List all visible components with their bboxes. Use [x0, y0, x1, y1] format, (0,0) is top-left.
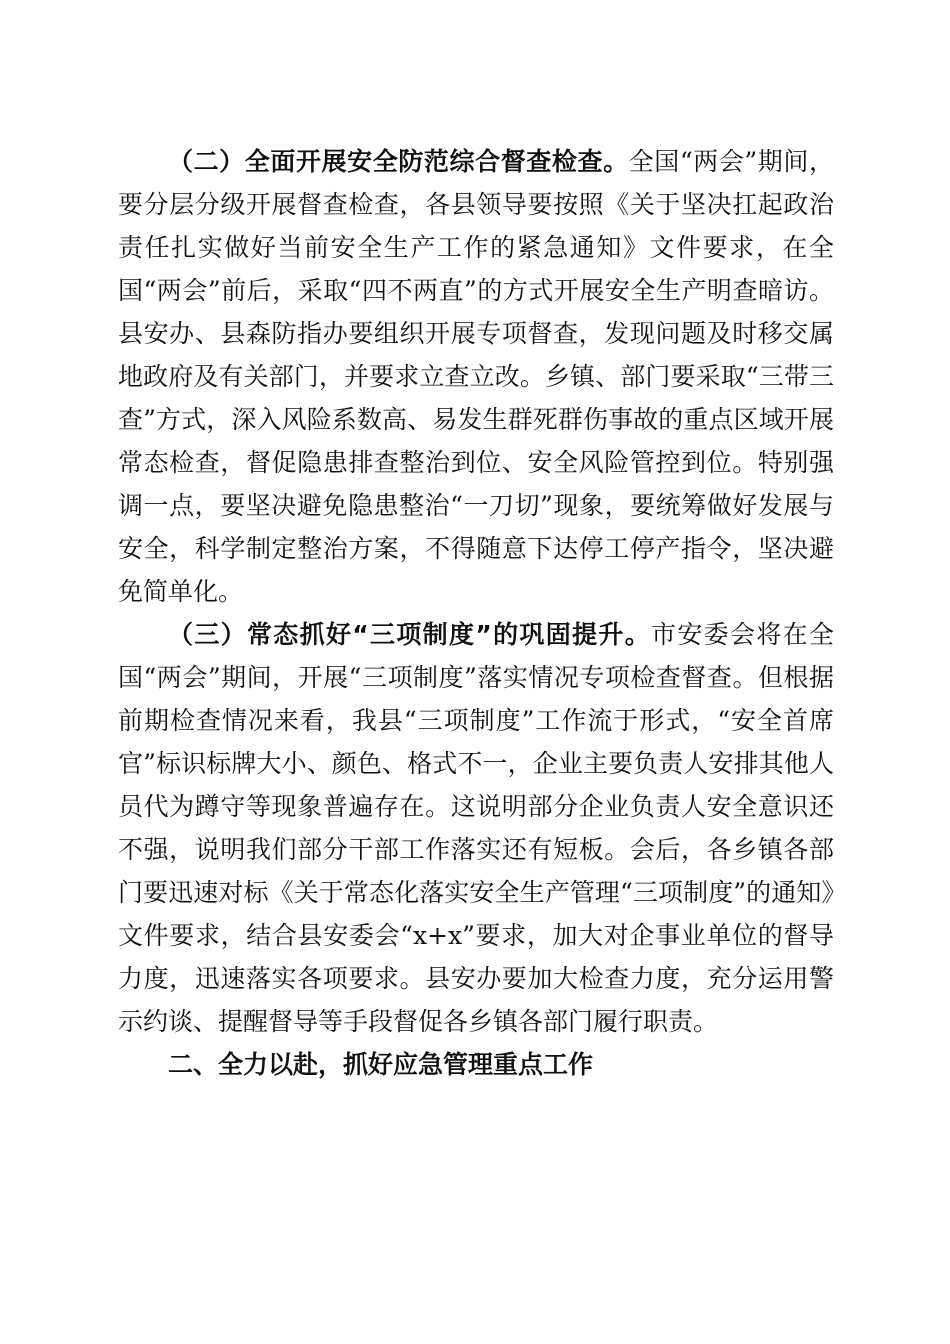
document-body: [118, 140, 834, 1086]
section-heading: 二、全力以赴，抓好应急管理重点工作: [168, 1050, 594, 1079]
paragraph-lead: （三）常态抓好“三项制度”的巩固提升。: [168, 620, 652, 649]
paragraph-lead: （二）全面开展安全防范综合督查检查。: [168, 147, 629, 176]
paragraph-section-2: [118, 140, 834, 613]
paragraph-section-3: [118, 613, 834, 1043]
paragraph-text: 市安委会将在全国“两会”期间，开展“三项制度”落实情况专项检查督查。但根据前期检查情况来看，我县“三项制度”工作流于形式，“安全首席官”标识标牌大小、颜色、格式不一，企业主要负责人安排其他人员代为蹲守等现象普遍存在。这说明部分企业负责人安全意识还不强，说明我们部分干部工作落实还有短板。会后，各乡镇各部门要迅速对标《关于常态化落实安全生产管理“三项制度”的通知》文件要求，结合县安委会“x+x”要求，加大对企事业单位的督导力度，迅速落实各项要求。县安办要加大检查力度，充分运用警示约谈、提醒督导等手段督促各乡镇各部门履行职责。: [118, 620, 834, 1036]
paragraph-text: 全国“两会”期间，要分层分级开展督查检查，各县领导要按照《关于坚决扛起政治责任扎实做好当前安全生产工作的紧急通知》文件要求，在全国“两会”前后，采取“四不两直”的方式开展安全生产明查暗访。县安办、县森防指办要组织开展专项督查，发现问题及时移交属地政府及有关部门，并要求立查立改。乡镇、部门要采取“三带三查”方式，深入风险系数高、易发生群死群伤事故的重点区域开展常态检查，督促隐患排查整治到位、安全风险管控到位。特别强调一点，要坚决避免隐患整治“一刀切”现象，要统筹做好发展与安全，科学制定整治方案，不得随意下达停工停产指令，坚决避免简单化。: [118, 147, 834, 606]
